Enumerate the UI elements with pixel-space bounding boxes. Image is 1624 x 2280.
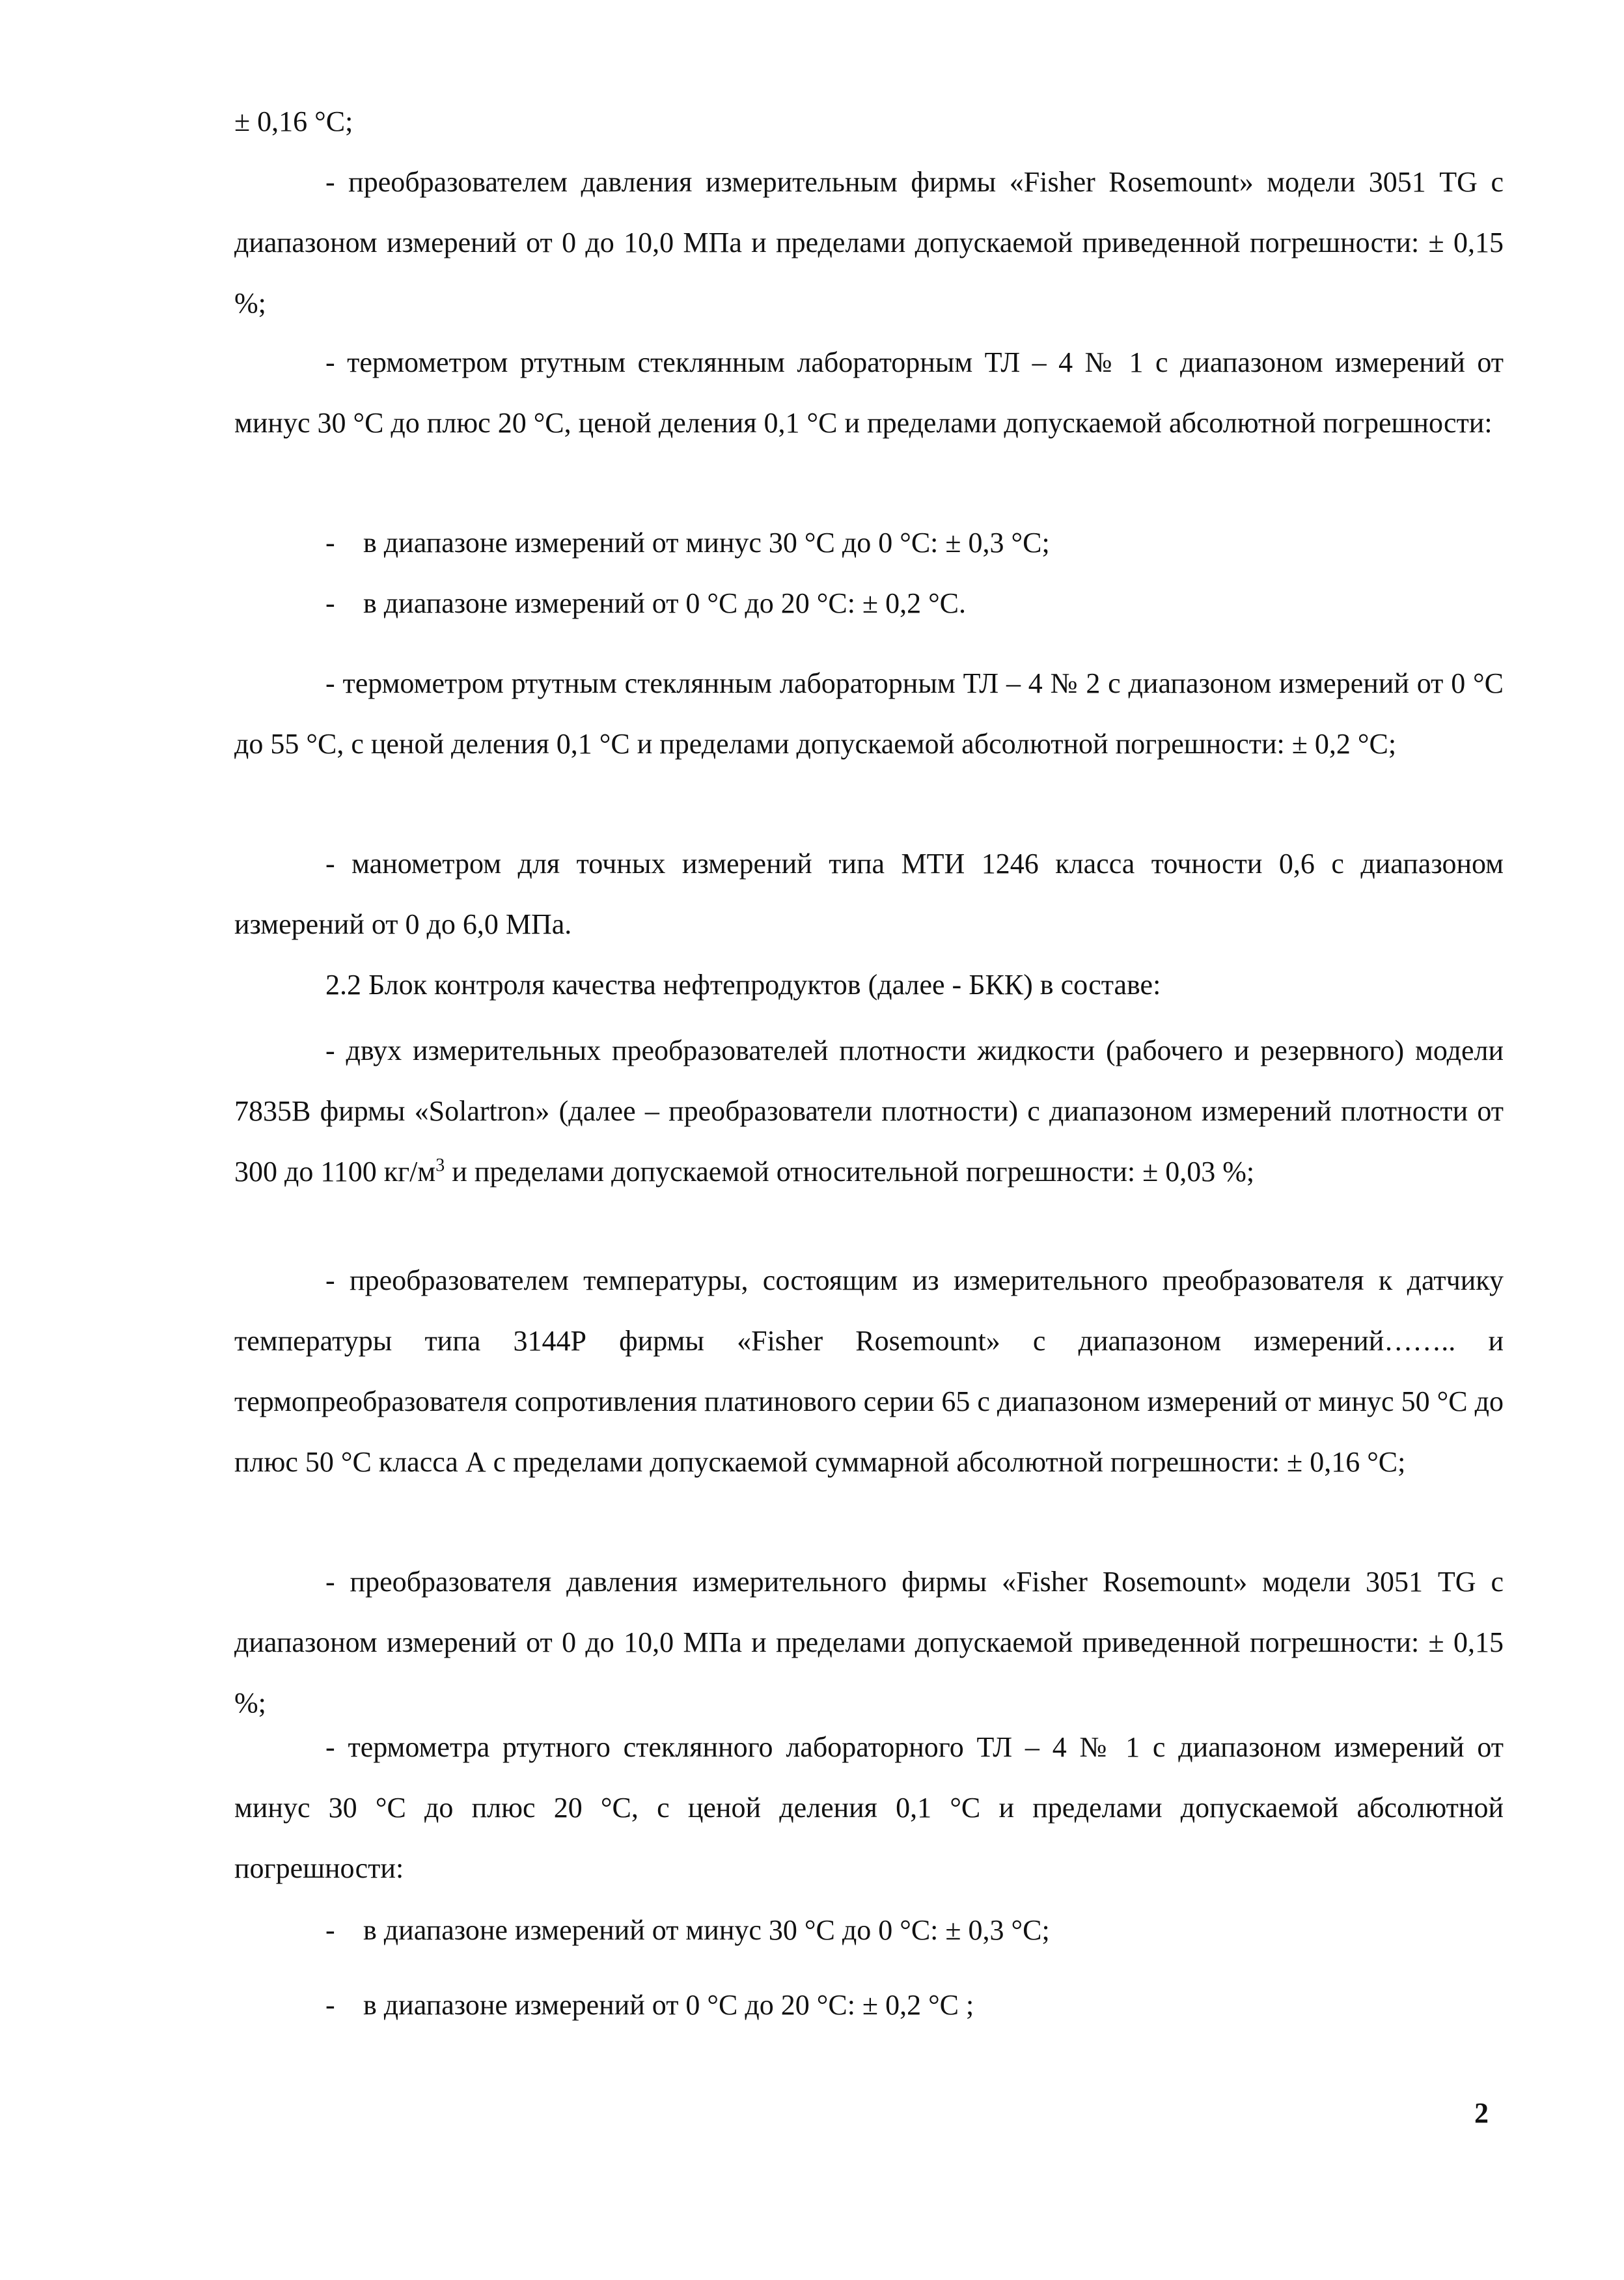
density-text-end: и пределами допускаемой относительной погрешности: ± 0,03 %; — [445, 1156, 1255, 1188]
sub-item-text: в диапазоне измерений от 0 °С до 20 °С: ± 0,2 °С. — [363, 587, 967, 619]
superscript-3: 3 — [435, 1155, 445, 1176]
sub-item-range-4 — [325, 1975, 974, 2035]
sub-item-range-3 — [325, 1900, 1050, 1960]
paragraph-pressure-transducer: - преобразователем давления измерительным фирмы «Fisher Rosemount» модели 3051 TG с диапазоном измерений от 0 до 10,0 МПа и пределами допускаемой приведенной погрешности: ± 0,15 %; — [234, 166, 1504, 319]
sub-item-range-2 — [325, 573, 966, 633]
sub-item-text: в диапазоне измерений от 0 °С до 20 °С: ± 0,2 °С ; — [363, 1989, 974, 2021]
paragraph-manometer: - манометром для точных измерений типа МТИ 1246 класса точности 0,6 с диапазоном измерений от 0 до 6,0 МПа. — [234, 848, 1504, 940]
dash-marker: - — [325, 1989, 335, 2021]
page-number: 2 — [1474, 2097, 1489, 2129]
sub-item-range-1 — [325, 512, 1050, 573]
paragraph-temperature-transducer: - преобразователем температуры, состоящим из измерительного преобразователя к датчику температуры типа 3144Р фирмы «Fisher Rosemount» с диапазоном измерений…….. и термопреобразователя сопротивления платинового серии 65 с диапазоном измерений от минус 50 °С до плюс 50 °С класса А с пределами допускаемой суммарной абсолютной погрешности: ± 0,16 °С; — [234, 1264, 1504, 1478]
paragraph-thermometer-bkk: - термометра ртутного стеклянного лабораторного ТЛ – 4 № 1 с диапазоном измерений от минус 30 °С до плюс 20 °С, с ценой деления 0,1 °С и пределами допускаемой абсолютной погрешности: — [234, 1731, 1504, 1884]
sub-item-text: в диапазоне измерений от минус 30 °С до 0 °С: ± 0,3 °С; — [363, 1914, 1050, 1946]
density-text-start: - двух измерительных преобразователей плотности жидкости (рабочего и резервного) модели 7835В фирмы «Solartron» (далее – преобразователи плотности) с диапазоном измерений плотности от 300 до 1100 кг/м — [234, 1035, 1504, 1188]
paragraph-thermometer-2: - термометром ртутным стеклянным лабораторным ТЛ – 4 № 2 с диапазоном измерений от 0 °С до 55 °С, с ценой деления 0,1 °С и пределами допускаемой абсолютной погрешности: ± 0,2 °С; — [234, 667, 1504, 760]
dash-marker: - — [325, 587, 335, 619]
paragraph-density-transducers — [234, 1020, 1504, 1202]
paragraph-continuation: ± 0,16 °С; — [234, 105, 353, 137]
dash-marker: - — [325, 1914, 335, 1946]
sub-item-text: в диапазоне измерений от минус 30 °С до 0 °С: ± 0,3 °С; — [363, 527, 1050, 559]
paragraph-thermometer-1: - термометром ртутным стеклянным лабораторным ТЛ – 4 № 1 с диапазоном измерений от минус 30 °С до плюс 20 °С, ценой деления 0,1 °С и пределами допускаемой абсолютной погрешности: — [234, 346, 1504, 439]
dash-marker: - — [325, 527, 335, 559]
section-heading-2-2: 2.2 Блок контроля качества нефтепродуктов (далее - БКК) в составе: — [325, 969, 1161, 1001]
paragraph-pressure-transducer-bkk: - преобразователя давления измерительного фирмы «Fisher Rosemount» модели 3051 TG с диапазоном измерений от 0 до 10,0 МПа и пределами допускаемой приведенной погрешности: ± 0,15 %; — [234, 1566, 1504, 1719]
